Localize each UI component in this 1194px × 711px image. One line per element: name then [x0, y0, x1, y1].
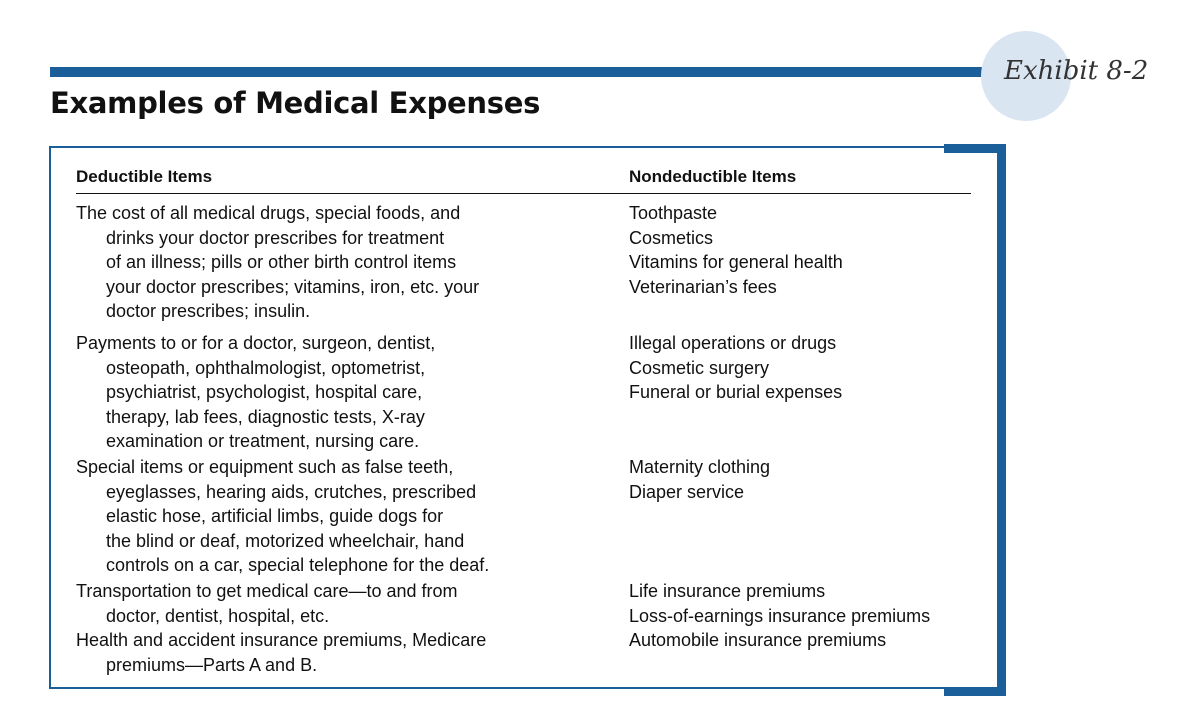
- deductible-line: Special items or equipment such as false teeth,: [76, 457, 454, 477]
- nondeductible-line: Cosmetic surgery: [629, 357, 770, 378]
- nondeductible-line: Toothpaste: [629, 203, 718, 223]
- deductible-cell: [76, 201, 596, 324]
- nondeductible-line: Automobile insurance premiums: [629, 630, 887, 650]
- nondeductible-line: Diaper service: [629, 481, 745, 502]
- deductible-cell: [76, 331, 596, 454]
- deductible-cell: [76, 455, 596, 578]
- nondeductible-cell: [629, 201, 989, 299]
- deductible-line: Payments to or for a doctor, surgeon, dentist,: [76, 333, 436, 353]
- nondeductible-cell: [629, 331, 989, 405]
- deductible-line: Health and accident insurance premiums, Medicare: [76, 630, 487, 650]
- nondeductible-header: Nondeductible Items: [629, 167, 797, 186]
- deductible-header: Deductible Items: [76, 167, 213, 186]
- deductible-line: therapy, lab fees, diagnostic tests, X-ray: [106, 406, 425, 427]
- nondeductible-line: Life insurance premiums: [629, 581, 826, 601]
- nondeductible-cell: [629, 455, 989, 504]
- page-title: Examples of Medical Expenses: [50, 86, 541, 120]
- nondeductible-line: Loss-of-earnings insurance premiums: [629, 605, 931, 626]
- nondeductible-line: Funeral or burial expenses: [629, 382, 843, 402]
- nondeductible-line: Veterinarian’s fees: [629, 276, 777, 297]
- deductible-line: drinks your doctor prescribes for treatment: [106, 227, 445, 248]
- frame-accent-bottom: [944, 687, 1006, 696]
- deductible-line: doctor, dentist, hospital, etc.: [106, 605, 330, 626]
- deductible-line: your doctor prescribes; vitamins, iron, etc. your: [106, 276, 480, 297]
- deductible-line: controls on a car, special telephone for the deaf.: [106, 555, 490, 575]
- top-rule: [50, 67, 1000, 77]
- deductible-line: osteopath, ophthalmologist, optometrist,: [106, 357, 426, 378]
- deductible-line: The cost of all medical drugs, special foods, and: [76, 203, 461, 223]
- frame-accent-right: [997, 144, 1006, 696]
- exhibit-label: Exhibit 8-2: [1004, 56, 1149, 86]
- deductible-line: doctor prescribes; insulin.: [106, 301, 311, 321]
- nondeductible-line: Illegal operations or drugs: [629, 333, 837, 353]
- nondeductible-line: Maternity clothing: [629, 457, 771, 477]
- deductible-line: elastic hose, artificial limbs, guide dogs for: [106, 506, 444, 526]
- deductible-cell: [76, 628, 596, 677]
- header-rule: [76, 193, 971, 194]
- deductible-line: the blind or deaf, motorized wheelchair, hand: [106, 530, 465, 551]
- nondeductible-line: Vitamins for general health: [629, 252, 843, 272]
- deductible-line: psychiatrist, psychologist, hospital care,: [106, 382, 423, 402]
- nondeductible-cell: [629, 628, 989, 653]
- deductible-line: examination or treatment, nursing care.: [106, 431, 420, 451]
- deductible-line: of an illness; pills or other birth control items: [106, 252, 457, 272]
- nondeductible-line: Cosmetics: [629, 227, 714, 248]
- deductible-line: Transportation to get medical care—to and from: [76, 581, 458, 601]
- deductible-line: eyeglasses, hearing aids, crutches, prescribed: [106, 481, 477, 502]
- deductible-line: premiums—Parts A and B.: [106, 654, 318, 675]
- deductible-cell: [76, 579, 596, 628]
- nondeductible-cell: [629, 579, 989, 628]
